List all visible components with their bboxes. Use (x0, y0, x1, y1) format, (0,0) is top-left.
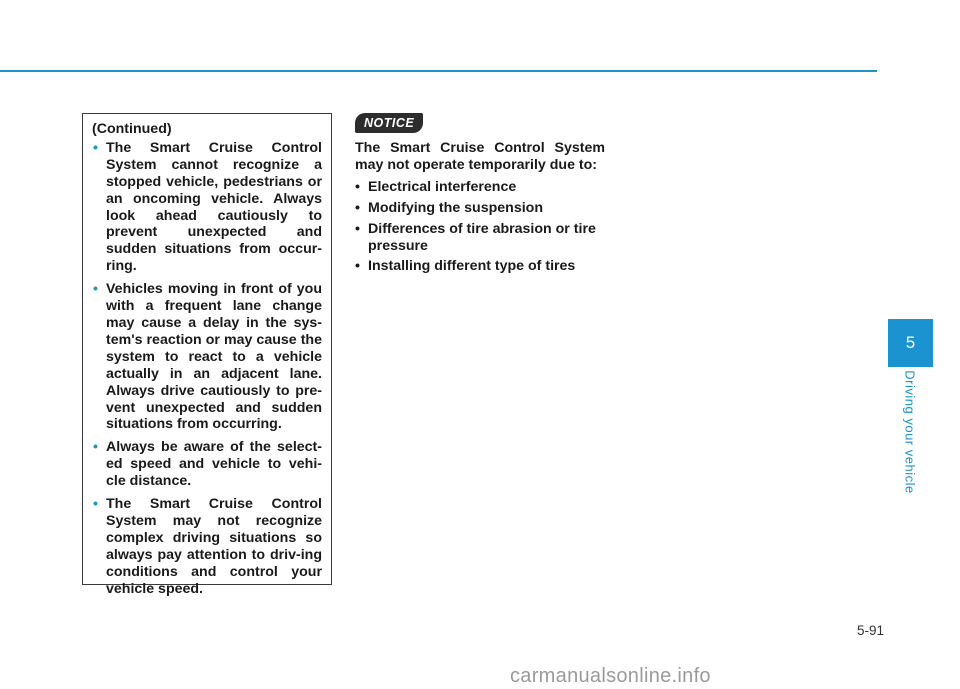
notice-item (355, 221, 605, 255)
warning-item-text: The Smart Cruise Control System may not recognize complex driving situations so always pay attention to driv-ing conditions and control your vehicle speed. (106, 496, 322, 597)
bullet-icon: • (355, 199, 360, 216)
header-rule (0, 70, 877, 72)
notice-intro: The Smart Cruise Control System may not operate temporarily due to: (355, 140, 605, 173)
bullet-icon: • (93, 439, 98, 456)
warning-item (92, 439, 322, 490)
warning-item-text: Always be aware of the select-ed speed and vehicle to vehi-cle distance. (106, 439, 322, 490)
bullet-icon: • (355, 258, 360, 275)
notice-item (355, 200, 605, 217)
notice-item-text: Electrical interference (368, 178, 517, 195)
warning-box (82, 113, 332, 597)
warning-item (92, 140, 322, 275)
chapter-tab: 5 (888, 319, 933, 367)
warning-list (92, 140, 322, 598)
chapter-title: Driving your vehicle (902, 370, 918, 494)
warning-item (92, 496, 322, 597)
warning-item (92, 281, 322, 433)
bullet-icon: • (93, 139, 98, 156)
notice-item-text: Differences of tire abrasion or tire pressure (368, 220, 596, 254)
notice-list (355, 179, 605, 276)
notice-item (355, 258, 605, 275)
notice-item-text: Modifying the suspension (368, 199, 543, 216)
bullet-icon: • (93, 496, 98, 513)
page-number: 5-91 (856, 623, 884, 638)
bullet-icon: • (93, 281, 98, 298)
notice-body (355, 140, 605, 279)
watermark[interactable]: carmanualsonline.info (510, 665, 711, 687)
notice-item (355, 179, 605, 196)
warning-item-text: The Smart Cruise Control System cannot recognize a stopped vehicle, pedestrians or an oncoming vehicle. Always look ahead cautiously to prevent unexpected and sudden situations from occur-ring. (106, 139, 322, 275)
bullet-icon: • (355, 178, 360, 195)
notice-badge: NOTICE (355, 113, 423, 133)
bullet-icon: • (355, 220, 360, 237)
warning-item-text: Vehicles moving in front of you with a frequent lane change may cause a delay in the sys-tem's reaction or may cause the system to react to a vehicle actually in an adjacent lane. Always drive cautiously to pre-vent unexpected and sudden situations from occurring. (106, 281, 322, 433)
notice-item-text: Installing different type of tires (368, 258, 576, 275)
continued-label: (Continued) (92, 121, 172, 137)
